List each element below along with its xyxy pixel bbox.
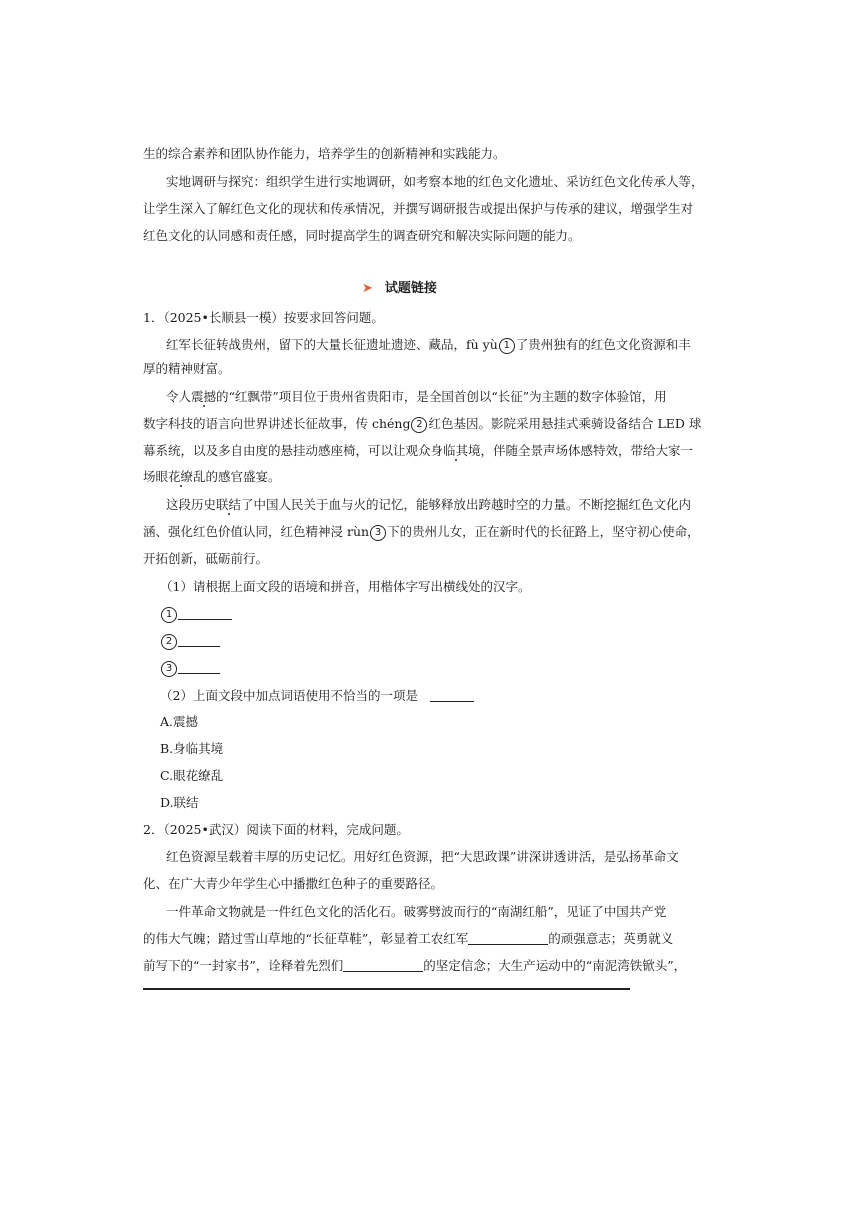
fieldwork-paragraph: 实地调研与探究：组织学生进行实地调研，如考察本地的红色文化遗址、采访红色文化传承人等， <box>166 174 704 189</box>
blank-marker: 1 <box>499 338 515 354</box>
section-heading <box>362 278 437 300</box>
dotted-word: 眼花缭乱 <box>155 469 206 484</box>
question-1-paragraph-line: 场眼花缭乱的感官盛宴。 <box>143 469 281 484</box>
answer-line[interactable] <box>468 930 548 945</box>
question-1-paragraph-line: 厚的精神财富。 <box>143 361 231 376</box>
question-1-paragraph-line: 涵、强化红色价值认同，红色精神浸 rùn 3 下的贵州儿女，正在新时代的长征路上，坚守初心使命， <box>143 524 700 539</box>
option-a[interactable]: A.震撼 <box>160 714 199 729</box>
paper-plane-icon: ➤ <box>362 281 373 296</box>
question-1-paragraph: 这段历史联结了中国人民关于血与火的记忆，能够释放出跨越时空的力量。不断挖掘红色文化内 <box>166 497 692 512</box>
blank-marker: 2 <box>411 417 427 433</box>
answer-blank-1[interactable] <box>160 600 690 627</box>
answer-line[interactable] <box>178 659 220 674</box>
question-1-paragraph: 令人震撼的“红飘带”项目位于贵州省贵阳市，是全国首创以“长征”为主题的数字体验馆，用 <box>166 389 667 404</box>
option-c[interactable]: C.眼花缭乱 <box>160 768 224 783</box>
question-1-paragraph-line: 开拓创新，砥砺前行。 <box>143 551 269 566</box>
footer-rule <box>143 988 630 990</box>
answer-blank-3[interactable] <box>160 654 690 681</box>
blank-number: 2 <box>161 634 177 650</box>
fieldwork-paragraph-line: 红色文化的认同感和责任感，同时提高学生的调查研究和解决实际问题的能力。 <box>143 228 581 243</box>
answer-line[interactable] <box>178 605 232 620</box>
question-1-paragraph: 红军长征转战贵州，留下的大量长征遗址遗迹、藏品，fù yù 1 了贵州独有的红色文化资源和丰 <box>166 337 691 352</box>
dotted-word: 身临其境 <box>430 443 481 458</box>
dotted-word: 联结 <box>216 497 242 512</box>
fieldwork-paragraph-line: 让学生深入了解红色文化的现状和传承情况，并撰写调研报告或提出保护与传承的建议，增强学生对 <box>143 201 694 216</box>
answer-line[interactable] <box>430 687 474 702</box>
answer-line[interactable] <box>343 957 423 972</box>
question-2-paragraph: 一件革命文物就是一件红色文化的活化石。破雾劈波而行的“南湖红船”，见证了中国共产党 <box>166 904 667 919</box>
question-1-paragraph-line: 数字科技的语言向世界讲述长征故事，传 chéng 2 红色基因。影院采用悬挂式乘骑设备结合 LED 球 <box>143 416 702 431</box>
sub-question-1: （1）请根据上面文段的语境和拼音，用楷体字写出横线处的汉字。 <box>160 579 531 594</box>
blank-number: 3 <box>161 661 177 677</box>
question-2-paragraph-line: 化、在广大青少年学生心中播撒红色种子的重要路径。 <box>143 876 444 891</box>
blank-marker: 3 <box>370 525 386 541</box>
question-2-paragraph-line: 的伟大气魄；踏过雪山草地的“长征草鞋”，彰显着工农红军 的顽强意志；英勇就义 <box>143 931 674 946</box>
question-2-paragraph: 红色资源呈载着丰厚的历史记忆。用好红色资源，把“大思政课”讲深讲透讲活，是弘扬革命文 <box>166 849 679 864</box>
question-2-header: 2．（2025•武汉）阅读下面的材料，完成问题。 <box>143 822 409 837</box>
option-d[interactable]: D.联结 <box>160 795 199 810</box>
question-1-paragraph-line: 幕系统，以及多自由度的悬挂动感座椅，可以让观众身临其境，伴随全景声场体感特效，带给大家一 <box>143 443 694 458</box>
answer-line[interactable] <box>178 632 220 647</box>
sub-question-2: （2）上面文段中加点词语使用不恰当的一项是 <box>160 682 690 709</box>
question-1-header: 1．（2025•长顺县一模）按要求回答问题。 <box>143 310 384 325</box>
blank-number: 1 <box>161 607 177 623</box>
dotted-word: 震撼 <box>191 389 217 404</box>
answer-blank-2[interactable] <box>160 627 690 654</box>
intro-line: 生的综合素养和团队协作能力，培养学生的创新精神和实践能力。 <box>143 146 506 161</box>
section-title: 试题链接 <box>384 281 437 296</box>
option-b[interactable]: B.身临其境 <box>160 741 224 756</box>
question-2-paragraph-line: 前写下的“一封家书”，诠释着先烈们 的坚定信念；大生产运动中的“南泥湾铁锨头”， <box>143 958 687 973</box>
